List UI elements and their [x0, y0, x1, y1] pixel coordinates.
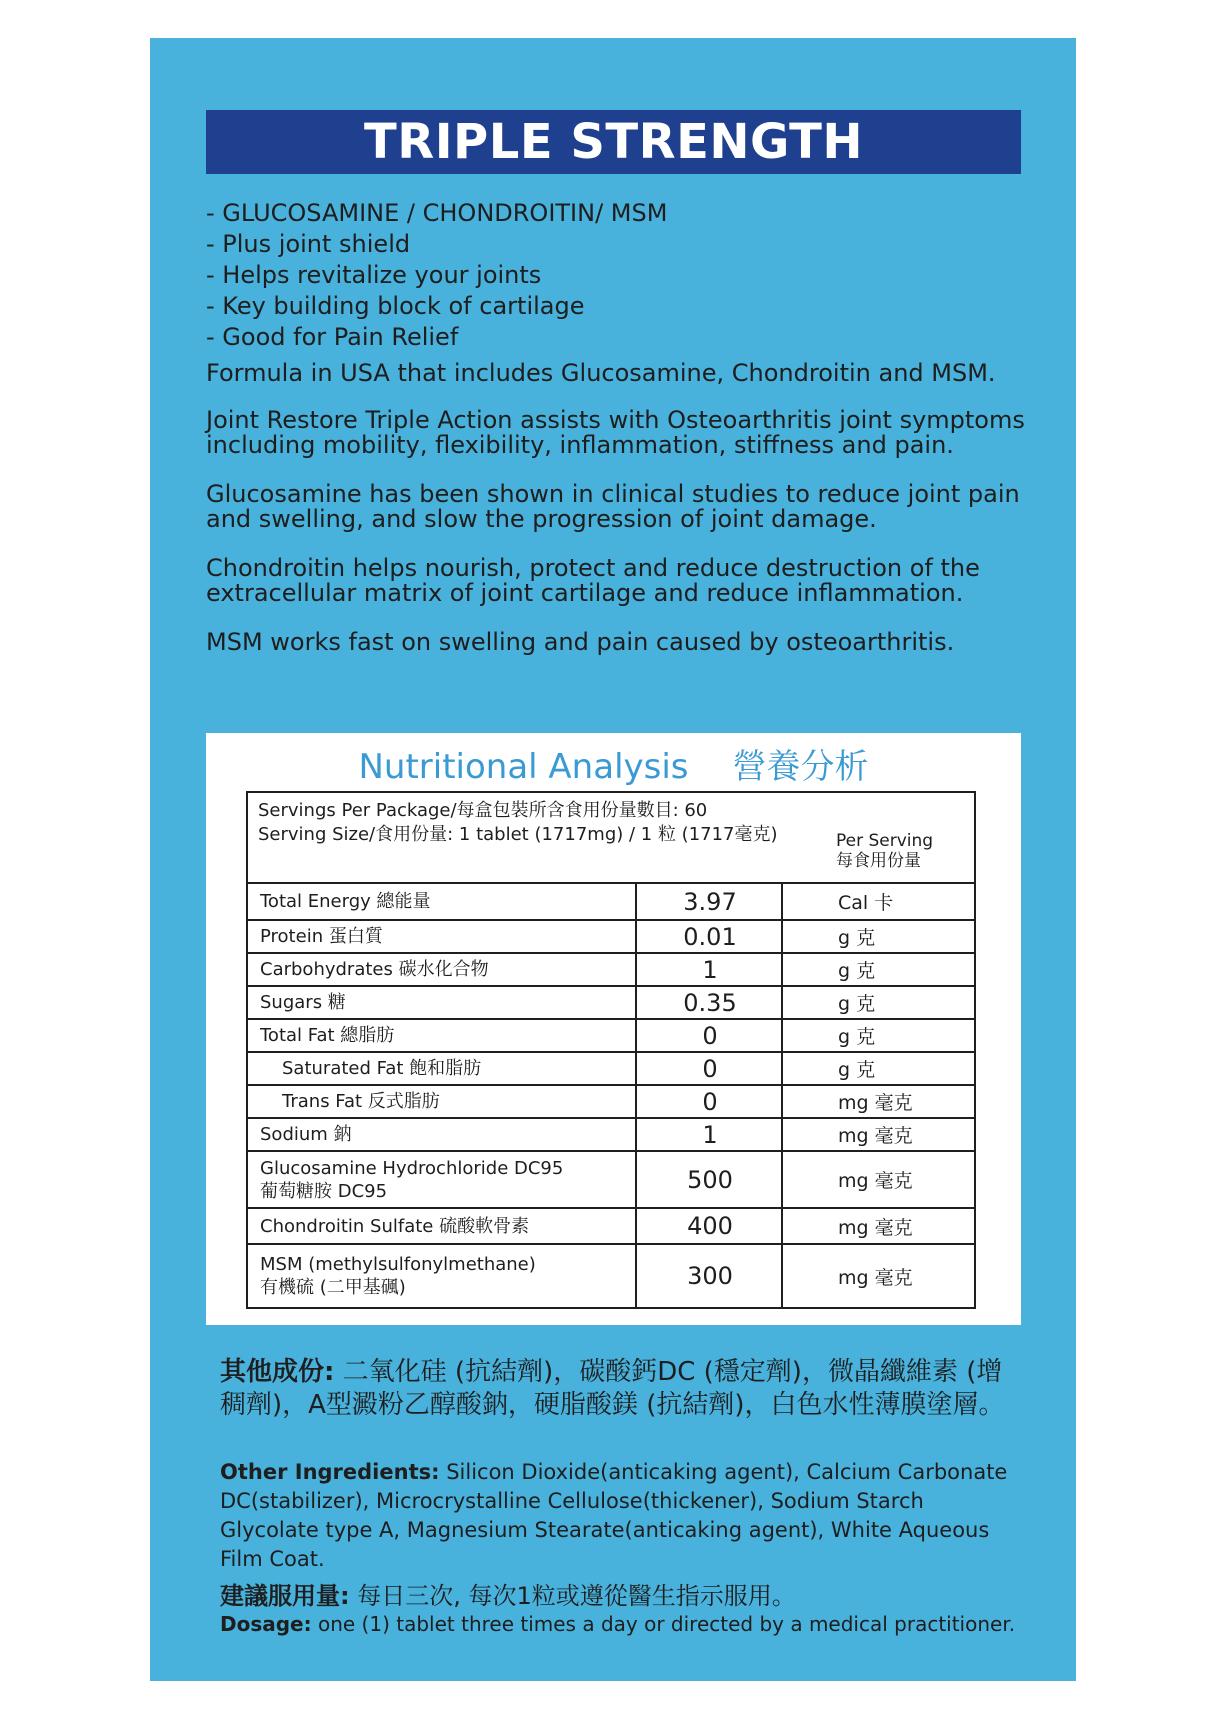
other-ingredients-en-text: Silicon Dioxide(anticaking agent), Calcium Carbonate DC(stabilizer), Microcrystalline Cellulose(thickener), Sodium Starch Glycolate type A, Magnesium Stearate(anticaking agent), White Aqueous Film Coat.	[220, 1460, 1008, 1571]
table-row	[248, 1152, 974, 1209]
nutrient-value: 300	[687, 1262, 733, 1290]
other-ingredients-zh-label: 其他成份:	[220, 1357, 335, 1387]
nutrient-name: Chondroitin Sulfate 硫酸軟骨素	[260, 1215, 530, 1237]
nutrient-name: Carbohydrates 碳水化合物	[260, 959, 489, 980]
nutrient-name: Total Fat 總脂肪	[260, 1025, 395, 1046]
nutrition-heading	[206, 745, 1021, 789]
per-serving-label	[836, 831, 933, 871]
nutrient-value: 400	[687, 1212, 733, 1240]
dosage-zh-text: 每日三次, 每次1粒或遵從醫生指示服用。	[349, 1582, 796, 1610]
nutrient-name: Glucosamine Hydrochloride DC95 葡萄糖胺 DC95	[260, 1157, 564, 1202]
nutrient-value: 0	[702, 1087, 718, 1116]
description-paragraph: Joint Restore Triple Action assists with Osteoarthritis joint symptoms including mobility, flexibility, inflammation, stiffness and pain.	[206, 406, 1025, 459]
nutrient-value: 0.35	[683, 988, 737, 1017]
per-serving-en: Per Serving	[836, 831, 934, 851]
nutrient-name: Sodium 鈉	[260, 1124, 352, 1145]
nutrient-unit: mg 毫克	[838, 1170, 913, 1192]
table-row	[248, 954, 974, 987]
title-banner: TRIPLE STRENGTH	[206, 110, 1021, 174]
nutrient-value: 0.01	[683, 922, 737, 951]
nutrient-unit: mg 毫克	[838, 1266, 913, 1289]
serving-size: Serving Size/食用份量: 1 tablet (1717mg) / 1 粒 (1717毫克)	[258, 824, 778, 845]
nutrient-value: 1	[702, 955, 718, 984]
nutrient-value: 500	[687, 1165, 733, 1194]
nutrient-unit: g 克	[838, 993, 876, 1015]
nutrient-name: Trans Fat 反式脂肪	[282, 1091, 440, 1112]
table-row	[248, 1245, 974, 1307]
other-ingredients-zh-text: 二氧化硅 (抗結劑)，碳酸鈣DC (穩定劑)，微晶纖維素 (增稠劑)，A型澱粉乙醇酸鈉，硬脂酸鎂 (抗結劑)，白色水性薄膜塗層。	[220, 1357, 1005, 1420]
serving-info	[248, 793, 974, 884]
table-row	[248, 1053, 974, 1086]
table-row	[248, 1020, 974, 1053]
nutrient-value: 1	[702, 1120, 718, 1149]
nutrition-heading-en: Nutritional Analysis	[358, 747, 689, 787]
nutrient-name: MSM (methylsulfonylmethane) 有機硫 (二甲基碸)	[260, 1254, 536, 1298]
feature-item: - Good for Pain Relief	[206, 323, 459, 351]
nutrition-table	[246, 791, 976, 1309]
product-panel	[150, 38, 1076, 1681]
nutrient-name: Total Energy 總能量	[260, 891, 431, 912]
description-block	[206, 358, 1036, 679]
nutrient-unit: Cal 卡	[838, 892, 894, 914]
table-row	[248, 1086, 974, 1119]
table-row	[248, 987, 974, 1020]
dosage-en-label: Dosage:	[220, 1612, 312, 1636]
table-row	[248, 1119, 974, 1152]
servings-per-package: Servings Per Package/每盒包裝所含食用份量數目: 60	[258, 800, 708, 821]
nutrient-value: 3.97	[683, 887, 737, 916]
table-row	[248, 921, 974, 954]
nutrient-unit: g 克	[838, 960, 876, 982]
nutrient-unit: mg 毫克	[838, 1092, 913, 1114]
feature-list	[206, 198, 1026, 353]
per-serving-zh: 每食用份量	[836, 851, 921, 871]
nutrient-name: Saturated Fat 飽和脂肪	[282, 1058, 482, 1079]
description-paragraph: Glucosamine has been shown in clinical studies to reduce joint pain and swelling, and slow the progression of joint damage.	[206, 480, 1020, 533]
feature-item: - Key building block of cartilage	[206, 292, 585, 320]
nutrition-heading-zh: 營養分析	[732, 747, 869, 787]
dosage-zh-label: 建議服用量:	[220, 1582, 350, 1610]
nutrient-unit: g 克	[838, 1059, 876, 1081]
other-ingredients-en-label: Other Ingredients:	[220, 1460, 440, 1484]
nutrient-unit: g 克	[838, 1026, 876, 1048]
other-ingredients-zh	[220, 1356, 1020, 1422]
feature-item: - Helps revitalize your joints	[206, 261, 542, 289]
other-ingredients-en	[220, 1458, 1020, 1574]
nutrient-value: 0	[702, 1054, 718, 1083]
description-paragraph: Formula in USA that includes Glucosamine, Chondroitin and MSM.	[206, 359, 996, 387]
table-row	[248, 884, 974, 921]
feature-item: - GLUCOSAMINE / CHONDROITIN/ MSM	[206, 199, 668, 227]
nutrient-name: Sugars 糖	[260, 992, 346, 1013]
nutrient-value: 0	[702, 1021, 718, 1050]
nutrient-unit: g 克	[838, 927, 876, 949]
feature-item: - Plus joint shield	[206, 230, 411, 258]
dosage-zh	[220, 1581, 1040, 1611]
dosage-en	[220, 1611, 1040, 1638]
nutrient-unit: mg 毫克	[838, 1216, 913, 1239]
nutrient-unit: mg 毫克	[838, 1125, 913, 1147]
description-paragraph: Chondroitin helps nourish, protect and reduce destruction of the extracellular matrix of joint cartilage and reduce inflammation.	[206, 554, 980, 607]
nutrition-panel	[206, 733, 1021, 1325]
dosage-en-text: one (1) tablet three times a day or directed by a medical practitioner.	[311, 1612, 1016, 1636]
description-paragraph: MSM works fast on swelling and pain caused by osteoarthritis.	[206, 628, 955, 656]
table-row	[248, 1209, 974, 1245]
nutrient-name: Protein 蛋白質	[260, 926, 383, 947]
